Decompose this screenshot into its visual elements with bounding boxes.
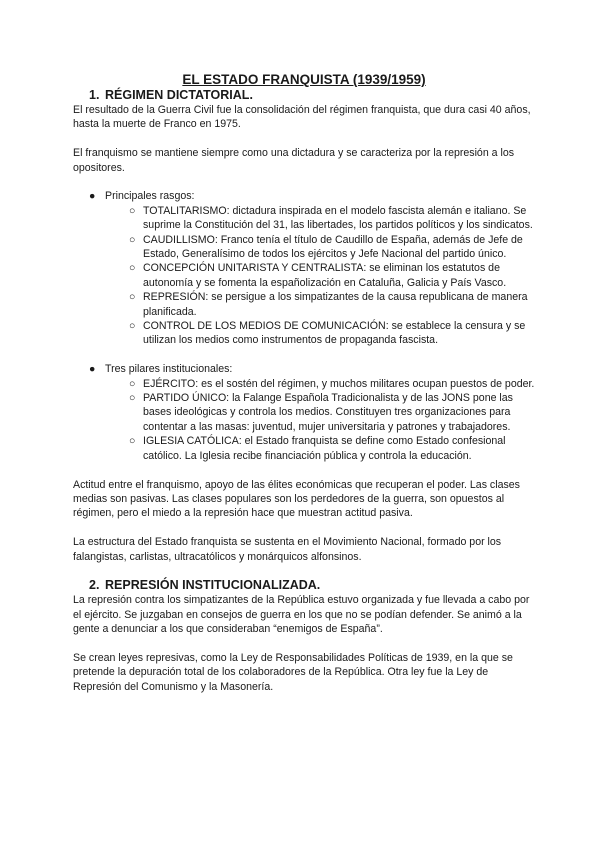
- sublist: [105, 204, 535, 348]
- document-title: EL ESTADO FRANQUISTA (1939/1959): [182, 72, 426, 87]
- list-label: Principales rasgos:: [105, 190, 195, 203]
- bullet-icon: ●: [89, 363, 96, 376]
- circle-bullet-icon: ○: [129, 262, 136, 275]
- paragraph: Se crean leyes represivas, como la Ley de Responsabilidades Políticas de 1939, en la que se pretende la depuración total de los colaboradores de la República. Otra ley fue la Ley de Represión del Comunismo y la Masonería.: [73, 651, 513, 693]
- paragraph: Actitud entre el franquismo, apoyo de las élites económicas que recuperan el poder. Las clases medias son pasivas. Las clases populares son los perdedores de la guerra, son opuestos al régimen, pero el miedo a la represión hace que muestran actitud pasiva.: [73, 478, 520, 520]
- section-1-heading-text: RÉGIMEN DICTATORIAL.: [105, 88, 253, 102]
- sublist-item: ○ CONTROL DE LOS MEDIOS DE COMUNICACIÓN: se establece la censura y se utilizan los medios como instrumentos de propaganda fascista.: [129, 320, 526, 347]
- circle-bullet-icon: ○: [129, 435, 136, 448]
- bullet-icon: ●: [89, 190, 96, 203]
- sublist-item: ○ TOTALITARISMO: dictadura inspirada en el modelo fascista alemán e italiano. Se suprime la Constitución del 31, las libertades, los partidos políticos y los sindicatos.: [129, 204, 533, 232]
- sublist-item: ○ CAUDILLISMO: Franco tenía el título de Caudillo de España, además de Jefe de Estado, Generalísimo de todos los ejércitos y Jefe Nacional del partido único.: [129, 233, 523, 261]
- circle-bullet-icon: ○: [129, 392, 136, 405]
- circle-bullet-icon: ○: [129, 233, 136, 246]
- circle-bullet-icon: ○: [129, 320, 136, 333]
- section-1-number: 1.: [89, 88, 100, 102]
- paragraph: El resultado de la Guerra Civil fue la consolidación del régimen franquista, que dura casi 40 años, hasta la muerte de Franco en 1975.: [73, 104, 531, 131]
- sublist-item: ○ IGLESIA CATÓLICA: el Estado franquista se define como Estado confesional católico. La Iglesia recibe financiación pública y controla la educación.: [129, 435, 506, 462]
- sublist-item: ○ CONCEPCIÓN UNITARISTA Y CENTRALISTA: se eliminan los estatutos de autonomía y se fomenta la españolización en Cataluña, Galicia y País Vasco.: [129, 262, 507, 289]
- list-item: [73, 362, 535, 463]
- rasgos-list: [73, 189, 535, 347]
- sublist-item: ○ REPRESIÓN: se persigue a los simpatizantes de la causa republicana de manera planificada.: [129, 291, 528, 318]
- sublist: [105, 377, 535, 463]
- section-2-heading: [73, 578, 535, 593]
- section-1-heading: [73, 88, 535, 103]
- document-page: [73, 72, 535, 694]
- list-item: [73, 189, 535, 347]
- list-label: Tres pilares institucionales:: [105, 363, 233, 376]
- pilares-list: [73, 362, 535, 463]
- circle-bullet-icon: ○: [129, 291, 136, 304]
- section-2-heading-text: REPRESIÓN INSTITUCIONALIZADA.: [105, 578, 321, 593]
- circle-bullet-icon: ○: [129, 204, 136, 217]
- circle-bullet-icon: ○: [129, 377, 136, 390]
- paragraph: La estructura del Estado franquista se sustenta en el Movimiento Nacional, formado por los falangistas, carlistas, ultracatólicos y monárquicos alfonsinos.: [73, 536, 502, 563]
- section-2-number: 2.: [89, 578, 100, 593]
- paragraph: El franquismo se mantiene siempre como una dictadura y se caracteriza por la represión a los opositores.: [73, 147, 515, 174]
- sublist-item: ○ PARTIDO ÚNICO: la Falange Española Tradicionalista y de las JONS pone las bases ideológicas y controla los medios. Constituyen tres organizaciones para contentar a las masas: juventud, mujer universitaria y patrones y trabajadores.: [129, 392, 513, 433]
- sublist-item: ○ EJÉRCITO: es el sostén del régimen, y muchos militares ocupan puestos de poder.: [129, 377, 535, 390]
- paragraph: La represión contra los simpatizantes de la República estuvo organizada y fue llevada a cabo por el ejército. Se juzgaban en consejos de guerra en los que no se podían defender. Se animó a la gente a denunciar a los que consideraban “enemigos de España”.: [73, 594, 530, 636]
